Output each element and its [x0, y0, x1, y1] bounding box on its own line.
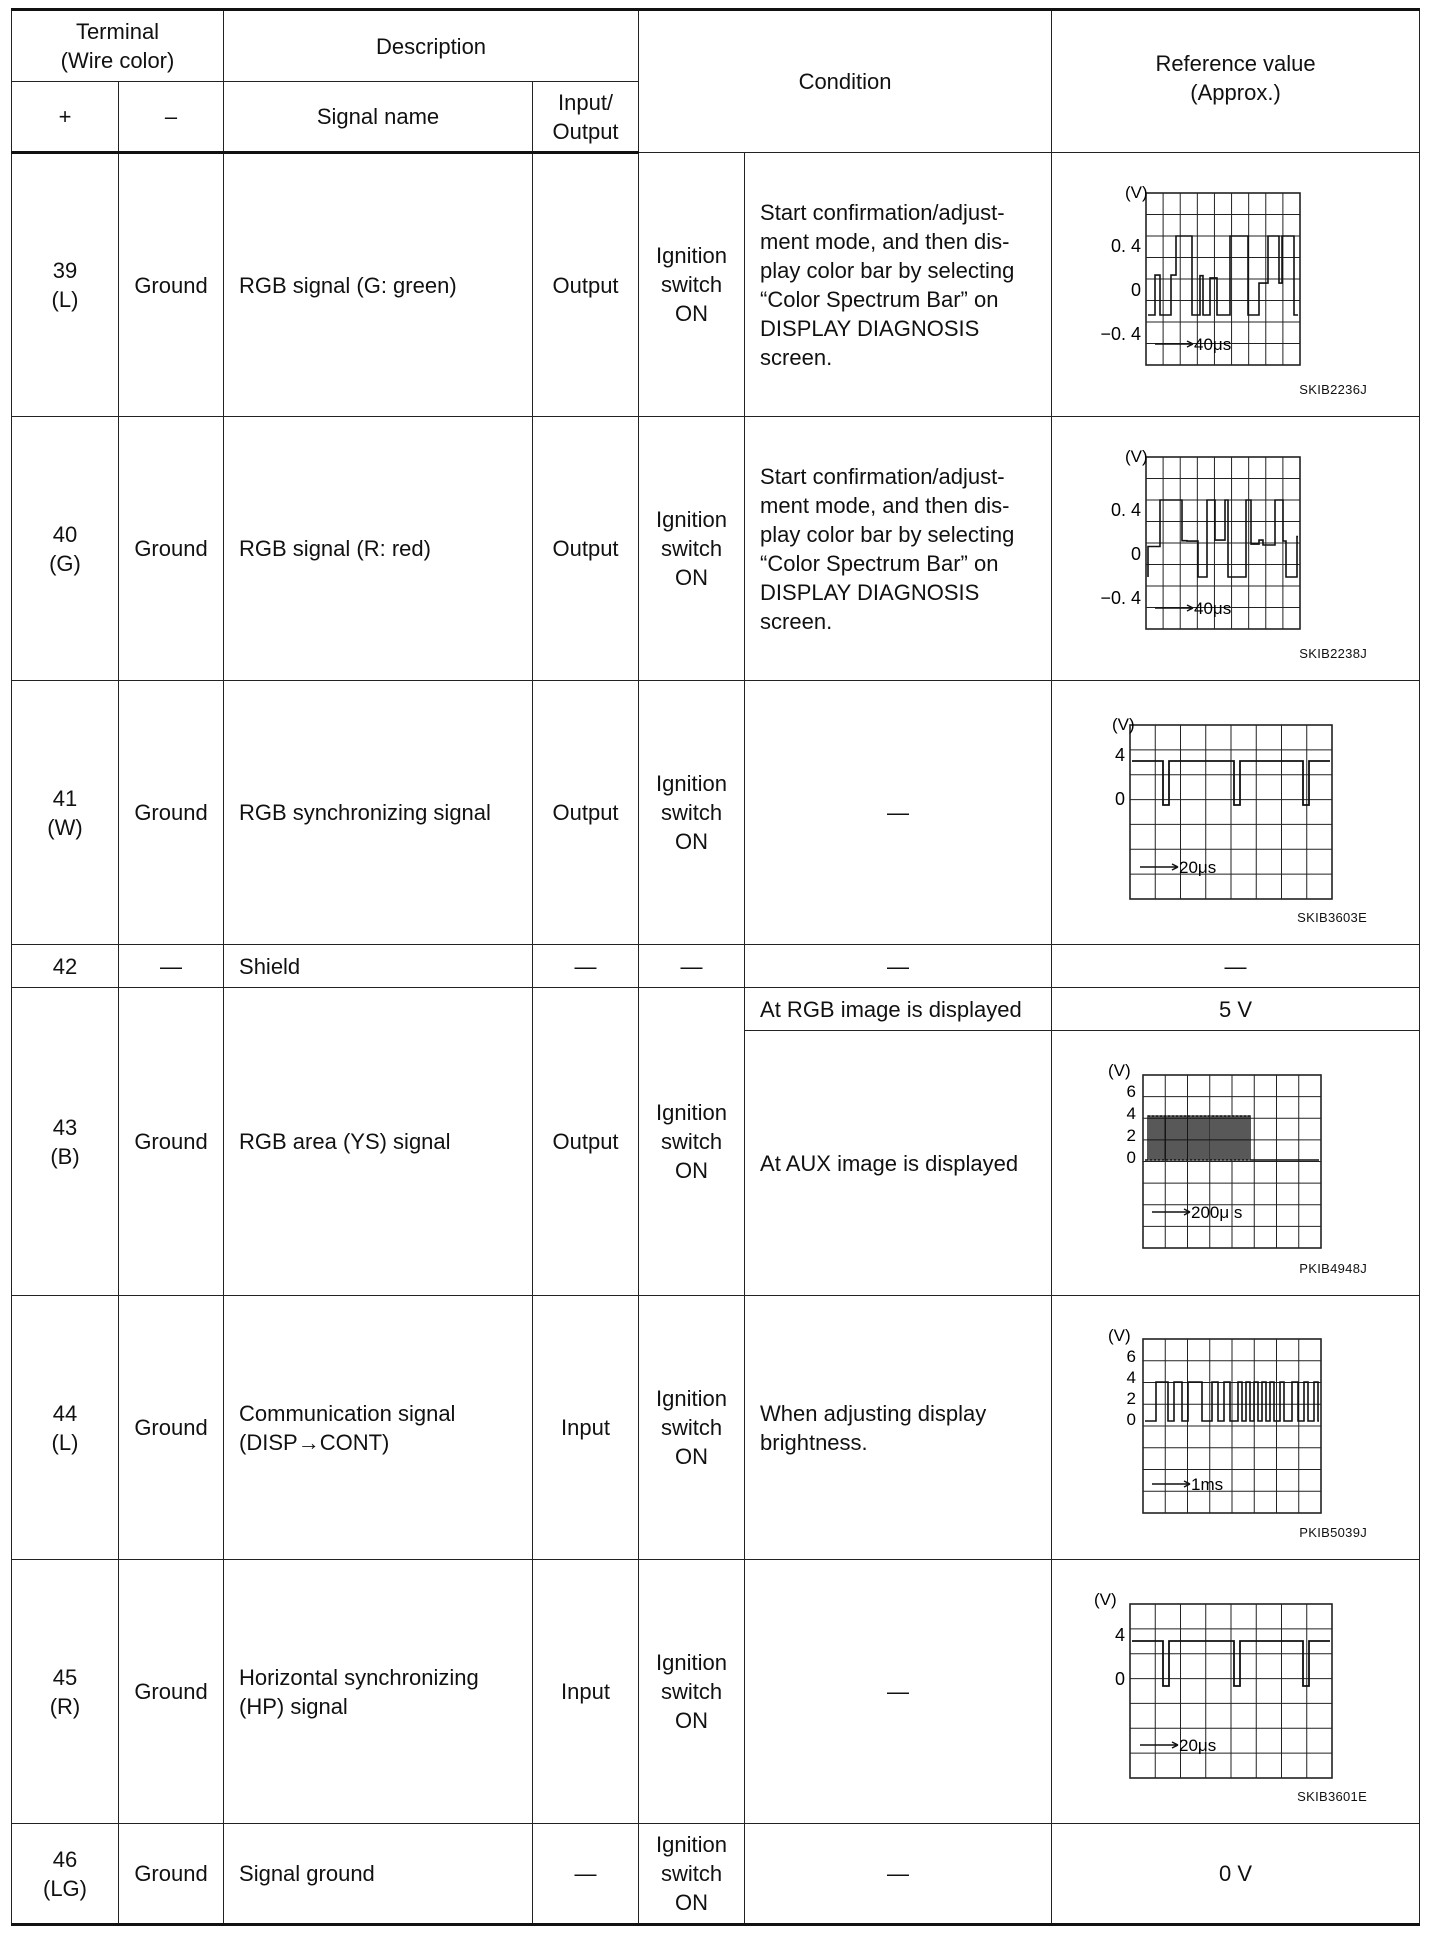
axis-label: 2	[1126, 1389, 1137, 1408]
axis-unit: (V)	[1094, 1590, 1117, 1609]
terminal-minus: Ground	[119, 1296, 224, 1560]
axis-label: 4	[1115, 1625, 1126, 1645]
condition-detail: —	[745, 681, 1052, 945]
terminal-plus: 44 (L)	[12, 1296, 119, 1560]
condition-main: —	[639, 945, 745, 988]
time-arrow	[1140, 864, 1178, 870]
axis-label: −0. 4	[1100, 588, 1142, 608]
terminal-plus: 45 (R)	[12, 1560, 119, 1824]
axis-label: −0. 4	[1100, 324, 1142, 344]
condition-main: Ignition switch ON	[639, 988, 745, 1296]
condition-main: Ignition switch ON	[639, 1296, 745, 1560]
terminal-reference-table	[11, 8, 1420, 1926]
signal-name: Signal ground	[224, 1824, 533, 1925]
terminal-minus: Ground	[119, 153, 224, 417]
figure-code: SKIB3603E	[1297, 910, 1368, 925]
terminal-plus: 41 (W)	[12, 681, 119, 945]
time-arrow	[1140, 1742, 1178, 1748]
axis-label: 4	[1115, 745, 1126, 765]
time-scale: 1ms	[1191, 1475, 1224, 1494]
time-arrow	[1155, 341, 1193, 347]
reference-value: —	[1052, 945, 1420, 988]
axis-label: 0. 4	[1111, 236, 1142, 256]
condition-detail: —	[745, 1560, 1052, 1824]
input-output: —	[533, 1824, 639, 1925]
terminal-minus: —	[119, 945, 224, 988]
header-input-output: Input/ Output	[533, 82, 639, 153]
axis-label: 0	[1131, 544, 1142, 564]
time-scale: 200μ s	[1191, 1203, 1243, 1222]
terminal-plus: 46 (LG)	[12, 1824, 119, 1925]
table-row	[12, 681, 1420, 945]
signal-name: Horizontal synchronizing (HP) signal	[224, 1560, 533, 1824]
reference-value	[1052, 1031, 1420, 1296]
condition-detail: Start confirmation/adjust- ment mode, and then dis- play color bar by selecting “Color Spectrum Bar” on DISPLAY DIAGNOSIS screen.	[745, 153, 1052, 417]
axis-label: 6	[1126, 1347, 1137, 1366]
terminal-plus: 42	[12, 945, 119, 988]
axis-label: 0	[1131, 280, 1142, 300]
axis-unit: (V)	[1108, 1326, 1131, 1345]
table-row	[12, 417, 1420, 681]
reference-value	[1052, 153, 1420, 417]
condition-detail: —	[745, 945, 1052, 988]
input-output: Input	[533, 1296, 639, 1560]
axis-label: 0	[1115, 789, 1126, 809]
terminal-plus: 39 (L)	[12, 153, 119, 417]
reference-value: 5 V	[1052, 988, 1420, 1031]
time-scale: 20μs	[1179, 858, 1217, 877]
input-output: Output	[533, 988, 639, 1296]
reference-value	[1052, 1296, 1420, 1560]
axis-label: 4	[1126, 1368, 1137, 1387]
condition-main: Ignition switch ON	[639, 417, 745, 681]
terminal-minus: Ground	[119, 417, 224, 681]
condition-detail: When adjusting display brightness.	[745, 1296, 1052, 1560]
condition-main: Ignition switch ON	[639, 153, 745, 417]
input-output: Output	[533, 681, 639, 945]
terminal-minus: Ground	[119, 681, 224, 945]
table-row	[12, 945, 1420, 988]
time-arrow	[1155, 605, 1193, 611]
figure-code: SKIB3601E	[1297, 1789, 1368, 1804]
axis-label: 0	[1115, 1669, 1126, 1689]
condition-detail: —	[745, 1824, 1052, 1925]
axis-unit: (V)	[1108, 1061, 1131, 1080]
header-plus: +	[12, 82, 119, 153]
terminal-plus: 43 (B)	[12, 988, 119, 1296]
axis-unit: (V)	[1112, 715, 1135, 734]
time-scale: 40μs	[1194, 335, 1232, 354]
condition-detail: Start confirmation/adjust- ment mode, and then dis- play color bar by selecting “Color Spectrum Bar” on DISPLAY DIAGNOSIS screen.	[745, 417, 1052, 681]
table-row	[12, 988, 1420, 1031]
reference-value: 0 V	[1052, 1824, 1420, 1925]
signal-name: RGB signal (R: red)	[224, 417, 533, 681]
condition-detail: At RGB image is displayed	[745, 988, 1052, 1031]
waveform-trace	[1145, 1116, 1319, 1160]
terminal-minus: Ground	[119, 1560, 224, 1824]
input-output: Output	[533, 417, 639, 681]
axis-label: 0	[1126, 1148, 1137, 1167]
table-row	[12, 1296, 1420, 1560]
time-arrow	[1152, 1209, 1190, 1215]
figure-code: SKIB2236J	[1299, 382, 1368, 397]
axis-label: 2	[1126, 1126, 1137, 1145]
figure-code: PKIB5039J	[1299, 1525, 1368, 1540]
figure-code: SKIB2238J	[1299, 646, 1368, 661]
signal-name: RGB signal (G: green)	[224, 153, 533, 417]
condition-main: Ignition switch ON	[639, 1824, 745, 1925]
terminal-plus: 40 (G)	[12, 417, 119, 681]
header-minus: –	[119, 82, 224, 153]
condition-main: Ignition switch ON	[639, 681, 745, 945]
input-output: Output	[533, 153, 639, 417]
reference-value	[1052, 1560, 1420, 1824]
header-reference: Reference value (Approx.)	[1052, 10, 1420, 153]
axis-label: 0. 4	[1111, 500, 1142, 520]
header-signal-name: Signal name	[224, 82, 533, 153]
axis-label: 6	[1126, 1082, 1137, 1101]
header-terminal: Terminal (Wire color)	[12, 10, 224, 82]
terminal-minus: Ground	[119, 988, 224, 1296]
time-arrow	[1152, 1481, 1190, 1487]
signal-name: Communication signal (DISP→CONT)	[224, 1296, 533, 1560]
signal-name: Shield	[224, 945, 533, 988]
axis-label: 0	[1126, 1410, 1137, 1429]
time-scale: 20μs	[1179, 1736, 1217, 1755]
axis-label: 4	[1126, 1104, 1137, 1123]
table-row	[12, 153, 1420, 417]
figure-code: PKIB4948J	[1299, 1261, 1368, 1276]
table-row	[12, 1560, 1420, 1824]
reference-value	[1052, 417, 1420, 681]
condition-main: Ignition switch ON	[639, 1560, 745, 1824]
table-row	[12, 1824, 1420, 1925]
terminal-minus: Ground	[119, 1824, 224, 1925]
axis-unit: (V)	[1125, 447, 1148, 466]
header-description: Description	[224, 10, 639, 82]
reference-value	[1052, 681, 1420, 945]
waveform-trace	[1148, 500, 1298, 577]
time-scale: 40μs	[1194, 599, 1232, 618]
input-output: Input	[533, 1560, 639, 1824]
axis-unit: (V)	[1125, 183, 1148, 202]
waveform-trace	[1148, 236, 1298, 315]
header-condition: Condition	[639, 10, 1052, 153]
signal-name: RGB synchronizing signal	[224, 681, 533, 945]
signal-name: RGB area (YS) signal	[224, 988, 533, 1296]
condition-detail: At AUX image is displayed	[745, 1031, 1052, 1296]
input-output: —	[533, 945, 639, 988]
